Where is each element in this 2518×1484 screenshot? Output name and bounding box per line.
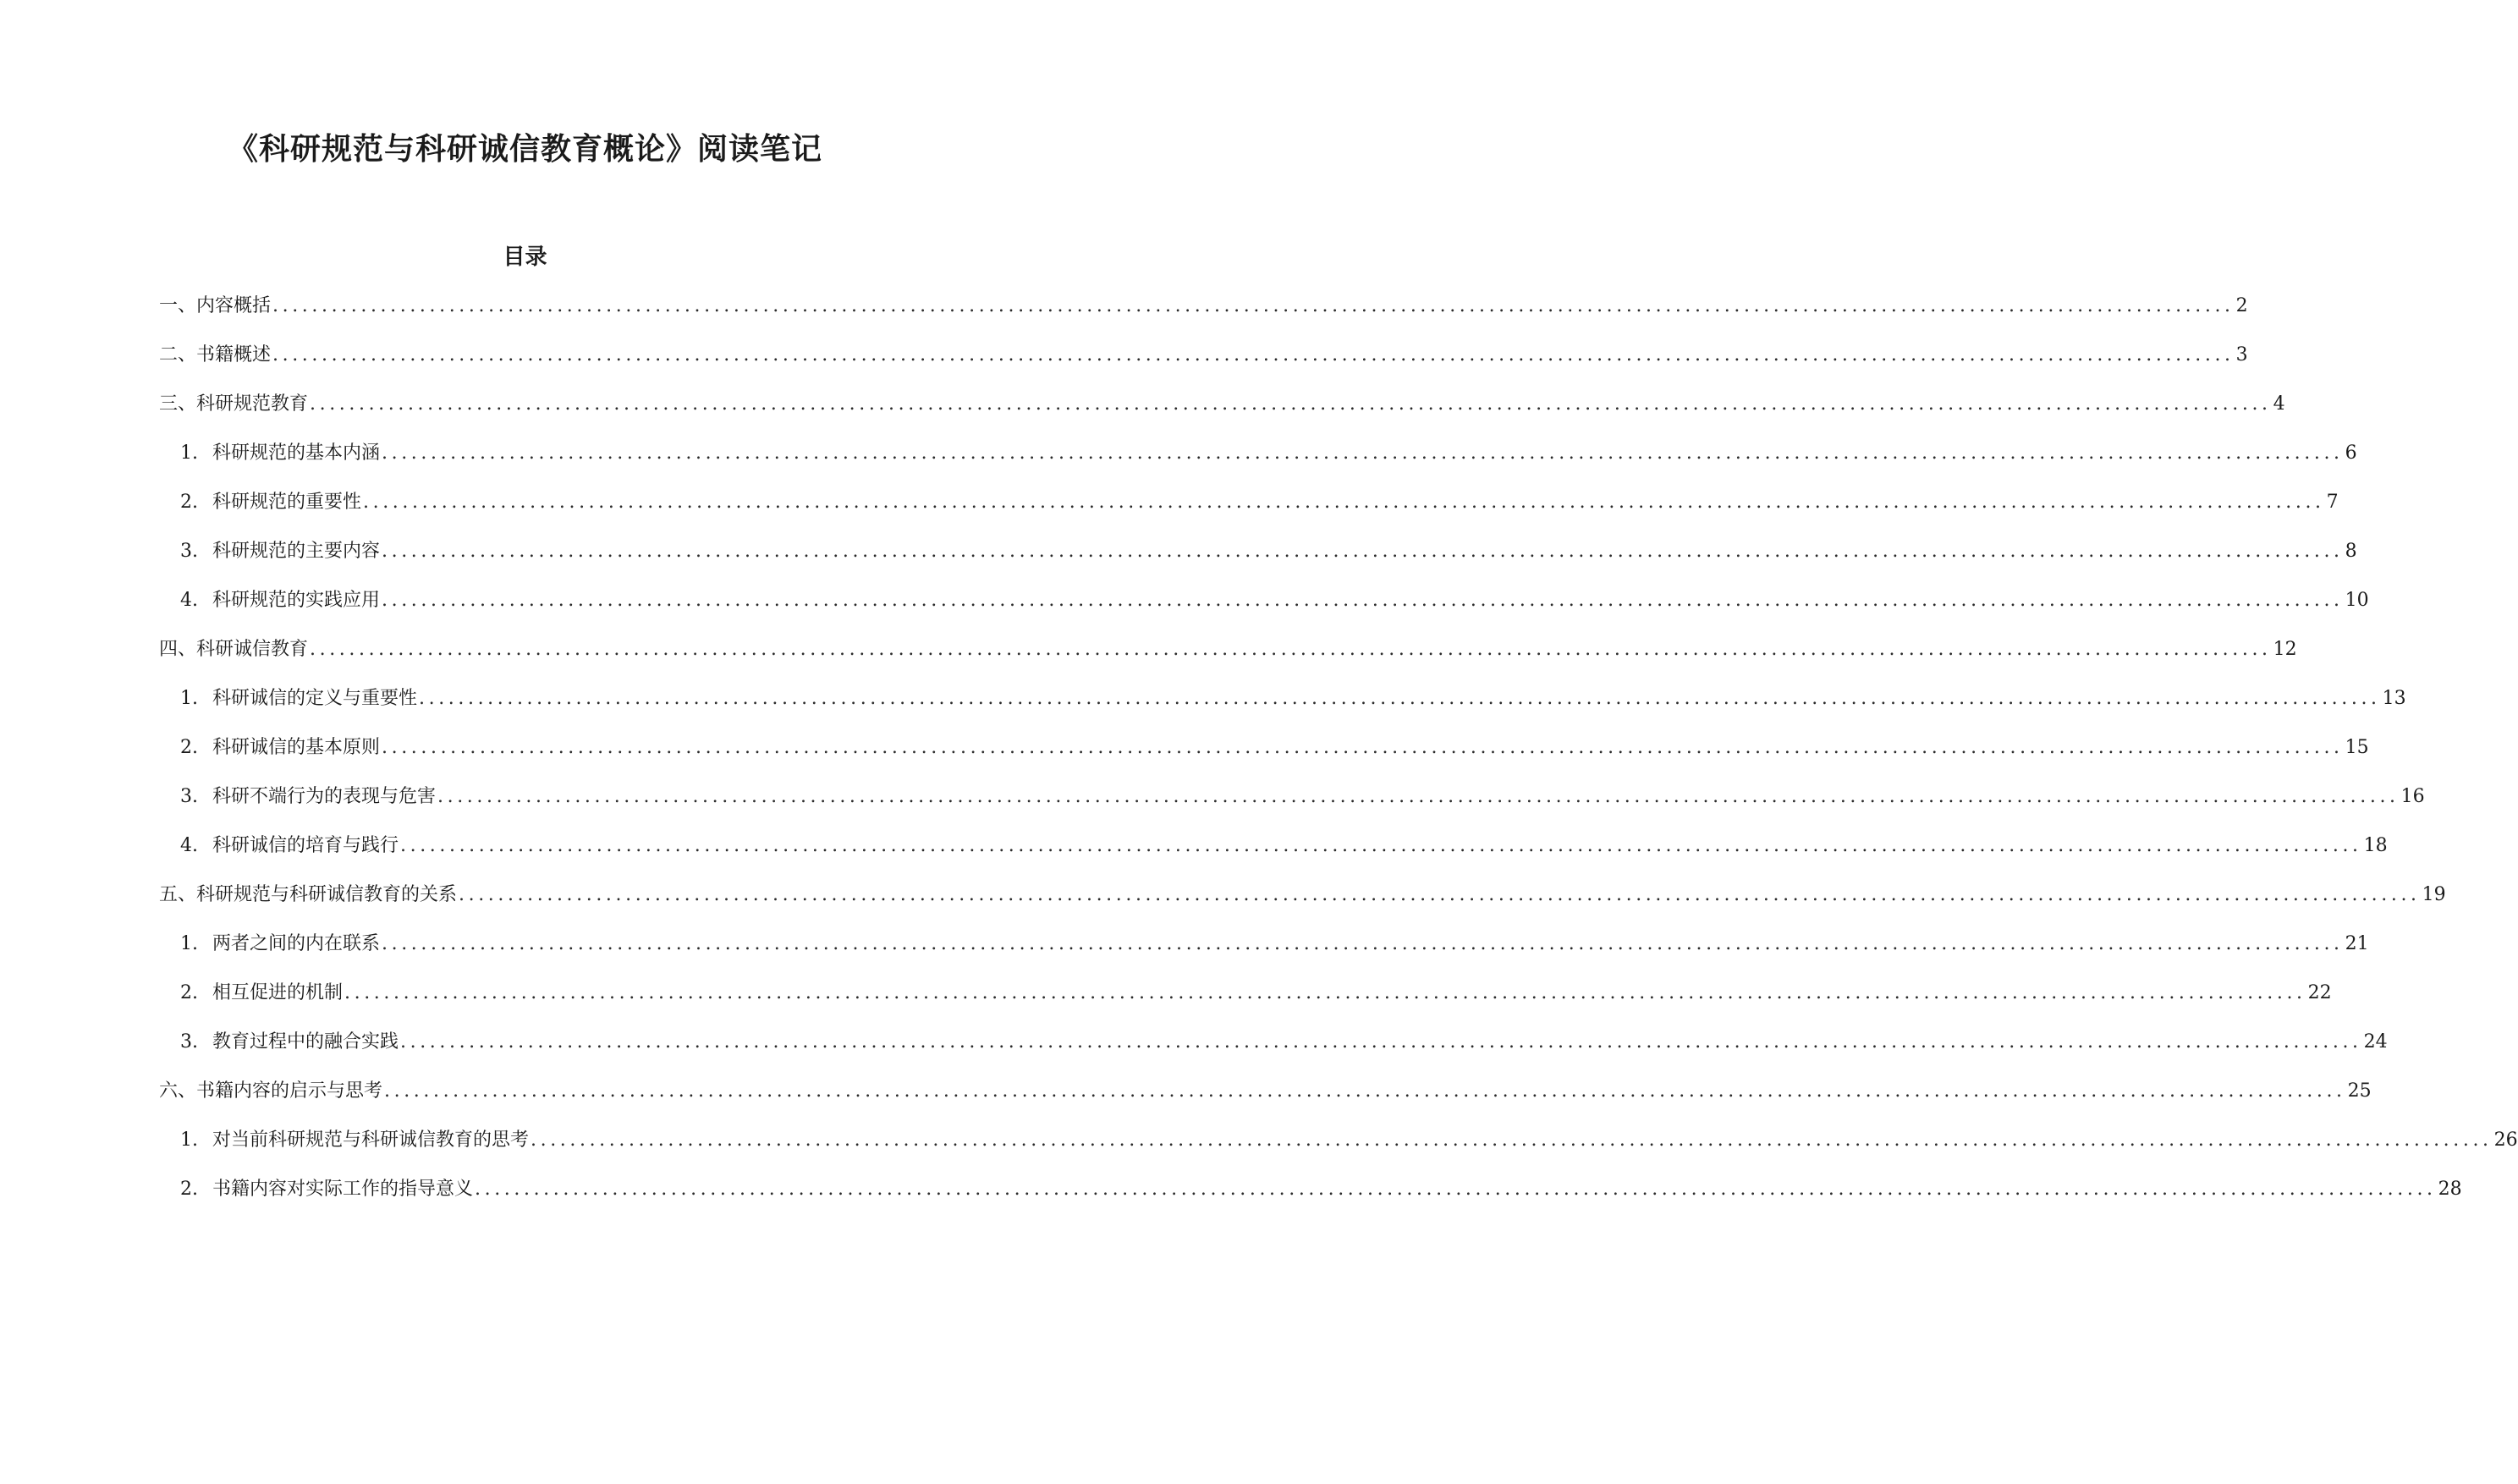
toc-entry-page-number: 4: [2273, 393, 2285, 415]
toc-dot-leader: ........................................................................................................................................................................................................: [400, 835, 2362, 856]
toc-entry-page-number: 3: [2235, 344, 2248, 366]
toc-entry[interactable]: [159, 387, 2285, 421]
toc-entry-number: 4.: [180, 835, 198, 856]
toc-entry-label: 四、科研诚信教育: [159, 639, 309, 660]
toc-entry[interactable]: [180, 1025, 2388, 1059]
toc-entry-label: 五、科研规范与科研诚信教育的关系: [159, 884, 458, 905]
toc-entry-page-number: 28: [2438, 1179, 2462, 1200]
toc-entry-label: 三、科研规范教育: [159, 393, 309, 415]
toc-entry-page-number: 19: [2422, 884, 2446, 905]
toc-entry-number: 3.: [180, 541, 198, 562]
toc-entry-page-number: 26: [2493, 1129, 2518, 1151]
toc-entry-label: 科研诚信的培育与践行: [212, 835, 399, 856]
toc-entry-label: 科研规范的主要内容: [212, 541, 381, 562]
toc-entry-label: 科研诚信的定义与重要性: [212, 688, 418, 709]
toc-entry[interactable]: [159, 289, 2248, 323]
toc-dot-leader: ........................................................................................................................................................................................................: [382, 737, 2344, 758]
toc-dot-leader: ........................................................................................................................................................................................................: [475, 1179, 2437, 1200]
toc-dot-leader: ........................................................................................................................................................................................................: [531, 1129, 2493, 1151]
toc-dot-leader: ........................................................................................................................................................................................................: [382, 933, 2344, 954]
toc-dot-leader: ........................................................................................................................................................................................................: [272, 295, 2235, 316]
toc-entry-page-number: 15: [2345, 737, 2369, 758]
toc-entry-page-number: 7: [2326, 492, 2339, 513]
toc-entry-label: 六、书籍内容的启示与思考: [159, 1080, 383, 1102]
toc-entry-number: 2.: [180, 982, 198, 1003]
toc-entry-label: 相互促进的机制: [212, 982, 344, 1003]
toc-entry[interactable]: [159, 878, 2446, 912]
toc-dot-leader: ........................................................................................................................................................................................................: [382, 590, 2344, 611]
toc-entry-number: 1.: [180, 1129, 198, 1151]
toc-entry-number: 4.: [180, 590, 198, 611]
toc-entry[interactable]: [180, 437, 2357, 470]
toc-entry[interactable]: [180, 780, 2425, 814]
toc-entry[interactable]: [180, 584, 2369, 618]
toc-entry-page-number: 6: [2345, 442, 2357, 464]
toc-entry-number: 2.: [180, 737, 198, 758]
toc-dot-leader: ........................................................................................................................................................................................................: [344, 982, 2306, 1003]
toc-dot-leader: ........................................................................................................................................................................................................: [459, 884, 2421, 905]
toc-entry-label: 科研规范的重要性: [212, 492, 362, 513]
toc-entry-label: 对当前科研规范与科研诚信教育的思考: [212, 1129, 530, 1151]
toc-entry-page-number: 13: [2382, 688, 2406, 709]
toc-entry-page-number: 25: [2347, 1080, 2372, 1102]
toc-entry-label: 科研诚信的基本原则: [212, 737, 381, 758]
toc-entry-label: 二、书籍概述: [159, 344, 272, 366]
toc-entry[interactable]: [180, 976, 2332, 1010]
toc-dot-leader: ........................................................................................................................................................................................................: [419, 688, 2381, 709]
toc-entry-number: 2.: [180, 1179, 198, 1200]
toc-entry[interactable]: [159, 633, 2297, 667]
toc-entry-label: 书籍内容对实际工作的指导意义: [212, 1179, 474, 1200]
toc-dot-leader: ........................................................................................................................................................................................................: [400, 1031, 2362, 1053]
toc-entry[interactable]: [180, 829, 2388, 863]
toc-dot-leader: ........................................................................................................................................................................................................: [384, 1080, 2346, 1102]
toc-entry-page-number: 21: [2345, 933, 2369, 954]
toc-entry-number: 1.: [180, 442, 198, 464]
toc-entry[interactable]: [180, 1173, 2462, 1206]
toc-entry-number: 3.: [180, 1031, 198, 1053]
toc-entry-label: 教育过程中的融合实践: [212, 1031, 399, 1053]
toc-entry[interactable]: [180, 682, 2406, 716]
toc-entry[interactable]: [159, 1075, 2372, 1108]
toc-entry[interactable]: [180, 731, 2369, 765]
toc-entry-number: 2.: [180, 492, 198, 513]
toc-entry-page-number: 18: [2363, 835, 2388, 856]
toc-dot-leader: ........................................................................................................................................................................................................: [382, 442, 2344, 464]
toc-entry-number: 1.: [180, 933, 198, 954]
toc-entry[interactable]: [180, 486, 2339, 519]
toc-entry-number: 3.: [180, 786, 198, 807]
toc-entry-page-number: 10: [2345, 590, 2369, 611]
toc-dot-leader: ........................................................................................................................................................................................................: [310, 393, 2272, 415]
toc-entry-label: 科研规范的实践应用: [212, 590, 381, 611]
toc-entry[interactable]: [159, 338, 2248, 372]
toc-entry[interactable]: [180, 1124, 2518, 1157]
document-title: 《科研规范与科研诚信教育概论》阅读笔记: [227, 131, 822, 167]
toc-heading: 目录: [503, 245, 547, 270]
toc-entry-page-number: 16: [2400, 786, 2425, 807]
toc-entry-label: 科研不端行为的表现与危害: [212, 786, 437, 807]
toc-entry[interactable]: [180, 535, 2357, 569]
toc-dot-leader: ........................................................................................................................................................................................................: [310, 639, 2272, 660]
toc-entry-label: 两者之间的内在联系: [212, 933, 381, 954]
toc-entry[interactable]: [180, 927, 2369, 961]
toc-entry-page-number: 12: [2273, 639, 2297, 660]
toc-entry-page-number: 22: [2307, 982, 2332, 1003]
toc-entry-page-number: 8: [2345, 541, 2357, 562]
toc-entry-page-number: 2: [2235, 295, 2248, 316]
toc-entry-label: 科研规范的基本内涵: [212, 442, 381, 464]
toc-entry-number: 1.: [180, 688, 198, 709]
toc-dot-leader: ........................................................................................................................................................................................................: [272, 344, 2235, 366]
toc-dot-leader: ........................................................................................................................................................................................................: [437, 786, 2400, 807]
toc-dot-leader: ........................................................................................................................................................................................................: [382, 541, 2344, 562]
toc-dot-leader: ........................................................................................................................................................................................................: [363, 492, 2325, 513]
toc-entry-page-number: 24: [2363, 1031, 2388, 1053]
toc-entry-label: 一、内容概括: [159, 295, 272, 316]
